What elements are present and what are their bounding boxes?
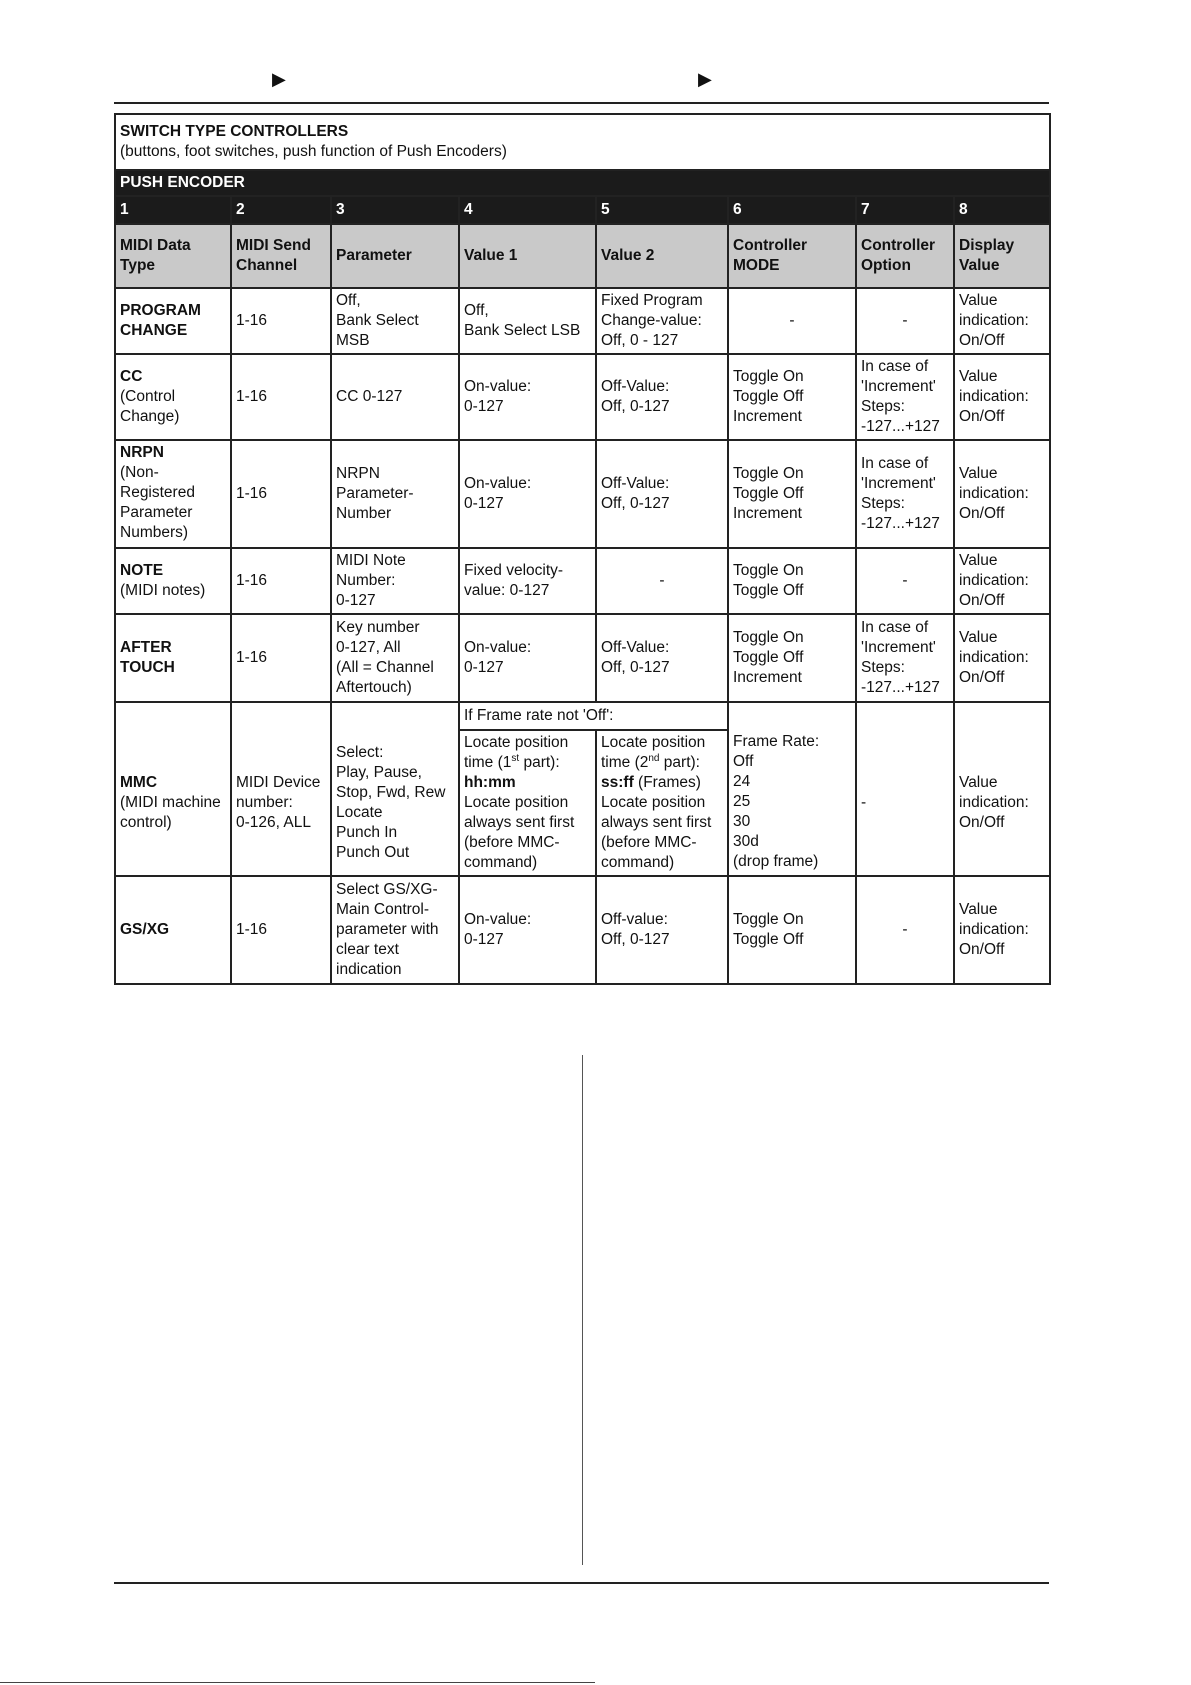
parameter-cell <box>331 440 459 548</box>
column-header: Value 2 <box>596 224 728 288</box>
value2-cell <box>596 614 728 702</box>
bottom-divider <box>114 1582 1049 1584</box>
cell-line: In case of <box>861 358 929 375</box>
right-arrow-icon: ▶ <box>698 69 712 89</box>
cell-line: - <box>789 312 795 329</box>
cell-line: indication: <box>959 793 1029 811</box>
cell-line: MIDI Device <box>236 773 321 791</box>
cell-line: indication <box>336 961 402 978</box>
value2-cell <box>596 288 728 354</box>
column-header: Controller Option <box>856 224 954 288</box>
cell-line: Increment <box>733 408 802 425</box>
cell-line: Value <box>959 901 998 918</box>
cell-line: Toggle Off <box>733 582 804 599</box>
mmc-blank-cell <box>728 702 856 730</box>
column-number: 5 <box>596 196 728 224</box>
cell-line: Toggle On <box>733 911 804 928</box>
cell-line: Steps: <box>861 659 905 676</box>
controller-option-cell <box>856 548 954 614</box>
controller-option-cell: - <box>856 876 954 984</box>
midi-data-type-name: CC <box>120 368 143 385</box>
cell-line: Fixed velocity- <box>464 562 564 579</box>
cell-line: On/Off <box>959 941 1005 958</box>
cell-line: Play, Pause, <box>336 763 422 781</box>
table-row <box>115 548 1050 614</box>
cell-line: Increment <box>733 669 802 686</box>
cell-line: Main Control- <box>336 901 430 918</box>
cell-line: - <box>902 312 908 329</box>
cell-line: On/Off <box>959 505 1005 522</box>
cell-line: (before MMC- <box>601 834 697 851</box>
cell-line: 1-16 <box>236 312 268 329</box>
cell-line: 0-127 <box>464 495 504 512</box>
value1-cell <box>459 548 596 614</box>
cell-line: 1-16 <box>236 388 268 405</box>
cell-line: 24 <box>733 773 751 790</box>
cell-line: On-value: <box>464 378 532 395</box>
midi-send-channel-cell <box>231 354 331 440</box>
midi-data-type-name: MMC <box>120 773 158 791</box>
cell-line: -127...+127 <box>861 679 940 696</box>
midi-data-type-desc: Change) <box>120 408 180 425</box>
cell-text: (Frames) <box>633 774 701 791</box>
cell-line: Steps: <box>861 495 905 512</box>
column-header: MIDI Send Channel <box>231 224 331 288</box>
midi-data-type-desc: (MIDI machine <box>120 793 221 811</box>
cell-line: 0-127 <box>464 931 504 948</box>
cell-line <box>464 753 591 773</box>
midi-data-type-name: NRPN <box>120 444 164 461</box>
cell-line: Locate <box>336 803 383 821</box>
table-row <box>115 354 1050 440</box>
cell-line: Fixed Program <box>601 292 703 309</box>
parameter-cell <box>331 288 459 354</box>
cell-line: On/Off <box>959 813 1005 831</box>
cell-text: part): <box>519 754 560 771</box>
table-row <box>115 614 1050 702</box>
cell-line: Frame Rate: <box>733 733 820 750</box>
midi-data-type-cell <box>115 288 231 354</box>
cell-line: Toggle Off <box>733 388 804 405</box>
superscript: nd <box>648 752 660 764</box>
cell-line: On/Off <box>959 592 1005 609</box>
cell-line: Value <box>959 292 998 309</box>
cell-line: command) <box>464 854 538 871</box>
controller-mode-cell <box>728 288 856 354</box>
cell-text: part): <box>659 754 700 771</box>
controller-option-cell <box>856 288 954 354</box>
cell-line: Locate position <box>601 734 706 751</box>
value1-cell <box>459 440 596 548</box>
top-divider <box>114 102 1049 104</box>
mmc-blank-cell <box>115 702 231 730</box>
cell-line <box>601 753 723 773</box>
cell-line: Number: <box>336 572 396 589</box>
controller-mode-cell <box>728 354 856 440</box>
table-title-cell <box>115 114 1050 170</box>
switch-type-controllers-table <box>114 113 1051 985</box>
cell-line: indication: <box>959 388 1029 405</box>
midi-send-channel-cell <box>231 288 331 354</box>
controller-mode-cell <box>728 548 856 614</box>
cell-line: On/Off <box>959 408 1005 425</box>
value2-cell <box>596 548 728 614</box>
cell-line: Bank Select LSB <box>464 322 581 339</box>
display-value-cell <box>954 548 1050 614</box>
controller-mode-cell <box>728 440 856 548</box>
cell-line: command) <box>601 854 675 871</box>
midi-data-type-cell <box>115 876 231 984</box>
column-number: 8 <box>954 196 1050 224</box>
cell-line: On/Off <box>959 332 1005 349</box>
cell-line: value: 0-127 <box>464 582 550 599</box>
column-divider <box>582 1055 583 1565</box>
midi-data-type-cell <box>115 548 231 614</box>
midi-send-channel-cell <box>231 730 331 876</box>
controller-option-cell <box>856 614 954 702</box>
cell-line: CC 0-127 <box>336 388 403 405</box>
cell-line: 1-16 <box>236 649 268 666</box>
value1-cell <box>459 288 596 354</box>
time-format: hh:mm <box>464 774 516 791</box>
value1-cell <box>459 730 596 876</box>
cell-line: 1-16 <box>236 485 268 502</box>
column-number: 7 <box>856 196 954 224</box>
cell-line: Punch In <box>336 823 398 841</box>
cell-line: parameter with <box>336 921 439 938</box>
cell-line: On-value: <box>464 639 532 656</box>
controller-option-cell: - <box>856 730 954 876</box>
cell-line: Punch Out <box>336 843 410 861</box>
cell-line <box>601 773 723 793</box>
column-number: 2 <box>231 196 331 224</box>
midi-data-type-name: AFTER TOUCH <box>120 639 175 676</box>
cell-line: Key number <box>336 619 420 636</box>
table-subtitle: (buttons, foot switches, push function of Push Encoders) <box>120 143 507 160</box>
cell-line: Locate position <box>464 734 569 751</box>
cell-line: In case of <box>861 455 929 472</box>
cell-line: Off, 0-127 <box>601 495 670 512</box>
cell-line: indication: <box>959 921 1029 938</box>
parameter-cell <box>331 354 459 440</box>
midi-data-type-cell <box>115 354 231 440</box>
cell-line: Toggle Off <box>733 931 804 948</box>
right-arrow-icon: ▶ <box>272 69 286 89</box>
column-header: Display Value <box>954 224 1050 288</box>
cell-line: 0-127 <box>336 592 376 609</box>
parameter-cell <box>331 730 459 876</box>
cell-line: In case of <box>861 619 929 636</box>
column-header: Parameter <box>331 224 459 288</box>
controller-mode-cell <box>728 730 856 876</box>
midi-data-type-desc: Parameter <box>120 504 193 521</box>
cell-line: Off, 0-127 <box>601 398 670 415</box>
column-number: 4 <box>459 196 596 224</box>
cell-line: Value <box>959 465 998 482</box>
display-value-cell <box>954 354 1050 440</box>
display-value-cell <box>954 440 1050 548</box>
cell-line: indication: <box>959 485 1029 502</box>
cell-line: always sent first <box>464 814 575 831</box>
table-row-gsxg <box>115 876 1050 984</box>
cell-line: Off, <box>336 292 361 309</box>
midi-send-channel-cell <box>231 614 331 702</box>
cell-line: Off-value: <box>601 911 668 928</box>
display-value-cell <box>954 730 1050 876</box>
column-number: 1 <box>115 196 231 224</box>
parameter-cell <box>331 614 459 702</box>
cell-line: Toggle On <box>733 562 804 579</box>
cell-line <box>464 773 591 793</box>
cell-line: Toggle On <box>733 629 804 646</box>
cell-line: Bank Select <box>336 312 419 329</box>
display-value-cell <box>954 876 1050 984</box>
cell-line: Number <box>336 505 392 522</box>
value2-cell <box>596 876 728 984</box>
mmc-blank-cell <box>954 702 1050 730</box>
value1-cell <box>459 614 596 702</box>
cell-line: number: <box>236 793 293 811</box>
mmc-frame-rate-note: If Frame rate not 'Off': <box>459 702 728 730</box>
cell-line: Select GS/XG- <box>336 881 438 898</box>
midi-send-channel-cell <box>231 548 331 614</box>
parameter-cell <box>331 876 459 984</box>
cell-line: MIDI Note <box>336 552 406 569</box>
cell-line: 1-16 <box>236 572 268 589</box>
cell-text: time (2 <box>601 754 649 771</box>
table-row-mmc <box>115 730 1050 876</box>
cell-line: Toggle Off <box>733 485 804 502</box>
display-value-cell <box>954 288 1050 354</box>
cell-line: (before MMC- <box>464 834 560 851</box>
controller-mode-cell <box>728 876 856 984</box>
cell-line: 'Increment' <box>861 639 936 656</box>
cell-line: Increment <box>733 505 802 522</box>
column-number: 6 <box>728 196 856 224</box>
table-title: SWITCH TYPE CONTROLLERS <box>120 123 349 140</box>
controller-mode-cell <box>728 614 856 702</box>
superscript: st <box>511 752 520 764</box>
time-format: ss:ff <box>601 774 634 791</box>
cell-line: Toggle Off <box>733 649 804 666</box>
display-value-cell <box>954 614 1050 702</box>
midi-data-type-desc: (MIDI notes) <box>120 582 206 599</box>
cell-line: Parameter- <box>336 485 414 502</box>
cell-line: Value <box>959 552 998 569</box>
cell-line: Value <box>959 629 998 646</box>
midi-data-type-name: GS/XG <box>120 921 170 938</box>
value2-cell <box>596 440 728 548</box>
cell-line: indication: <box>959 312 1029 329</box>
table-row <box>115 288 1050 354</box>
cell-line: -127...+127 <box>861 418 940 435</box>
cell-line: Change-value: <box>601 312 702 329</box>
cell-line: - <box>902 572 908 589</box>
cell-line: 30 <box>733 813 751 830</box>
cell-line: Locate position <box>464 794 569 811</box>
cell-line: 0-127, All <box>336 639 401 656</box>
cell-line: (All = Channel <box>336 659 434 676</box>
column-header: Controller MODE <box>728 224 856 288</box>
cell-line: indication: <box>959 572 1029 589</box>
column-header: MIDI Data Type <box>115 224 231 288</box>
cell-line: Off-Value: <box>601 639 670 656</box>
mmc-blank-cell <box>331 702 459 730</box>
value1-cell <box>459 876 596 984</box>
cell-line: On/Off <box>959 669 1005 686</box>
midi-data-type-desc: control) <box>120 813 172 831</box>
cell-line: Toggle On <box>733 465 804 482</box>
controller-option-cell <box>856 440 954 548</box>
mmc-blank-cell <box>856 702 954 730</box>
cell-line: always sent first <box>601 814 712 831</box>
value1-cell <box>459 354 596 440</box>
push-encoder-band: PUSH ENCODER <box>115 170 1050 196</box>
cell-line: Toggle On <box>733 368 804 385</box>
cell-line: Steps: <box>861 398 905 415</box>
cell-line: 0-127 <box>464 398 504 415</box>
column-header-row <box>115 224 1050 288</box>
cell-line: Off, 0 - 127 <box>601 332 679 349</box>
controller-option-cell <box>856 354 954 440</box>
cell-line: 0-126, ALL <box>236 813 311 831</box>
cell-text: time (1 <box>464 754 512 771</box>
page-edge-line <box>0 1682 595 1683</box>
value2-cell <box>596 354 728 440</box>
midi-data-type-cell <box>115 730 231 876</box>
cell-line: indication: <box>959 649 1029 666</box>
cell-line: Off-Value: <box>601 475 670 492</box>
cell-line: - <box>659 572 665 589</box>
mmc-blank-cell <box>231 702 331 730</box>
cell-line: Off, <box>464 302 489 319</box>
column-header: Value 1 <box>459 224 596 288</box>
midi-send-channel-cell: 1-16 <box>231 876 331 984</box>
cell-line: -127...+127 <box>861 515 940 532</box>
midi-data-type-cell <box>115 614 231 702</box>
midi-data-type-desc: (Non- <box>120 464 159 481</box>
cell-line: (drop frame) <box>733 853 819 870</box>
cell-line: 30d <box>733 833 759 850</box>
cell-line: NRPN <box>336 465 380 482</box>
cell-line: 25 <box>733 793 751 810</box>
cell-line: On-value: <box>464 911 532 928</box>
parameter-cell <box>331 548 459 614</box>
cell-line: MSB <box>336 332 370 349</box>
cell-line: Off, 0-127 <box>601 659 670 676</box>
midi-send-channel-cell <box>231 440 331 548</box>
midi-data-type-desc: Registered <box>120 484 195 501</box>
column-numbers-row <box>115 196 1050 224</box>
cell-line: Value <box>959 368 998 385</box>
cell-line: 'Increment' <box>861 378 936 395</box>
value2-cell <box>596 730 728 876</box>
cell-line: On-value: <box>464 475 532 492</box>
cell-line: 'Increment' <box>861 475 936 492</box>
midi-data-type-desc: (Control <box>120 388 176 405</box>
cell-line: Locate position <box>601 794 706 811</box>
cell-line: Stop, Fwd, Rew <box>336 783 446 801</box>
table-row <box>115 440 1050 548</box>
midi-data-type-name: PROGRAM CHANGE <box>120 302 201 339</box>
cell-line: Off <box>733 753 754 770</box>
cell-line: Value <box>959 773 998 791</box>
cell-line: Aftertouch) <box>336 679 412 696</box>
cell-line: clear text <box>336 941 399 958</box>
column-number: 3 <box>331 196 459 224</box>
cell-line: Off, 0-127 <box>601 931 670 948</box>
midi-data-type-name: NOTE <box>120 562 164 579</box>
cell-line: Select: <box>336 743 384 761</box>
cell-line: 0-127 <box>464 659 504 676</box>
midi-data-type-cell <box>115 440 231 548</box>
midi-data-type-desc: Numbers) <box>120 524 189 541</box>
cell-line: Off-Value: <box>601 378 670 395</box>
